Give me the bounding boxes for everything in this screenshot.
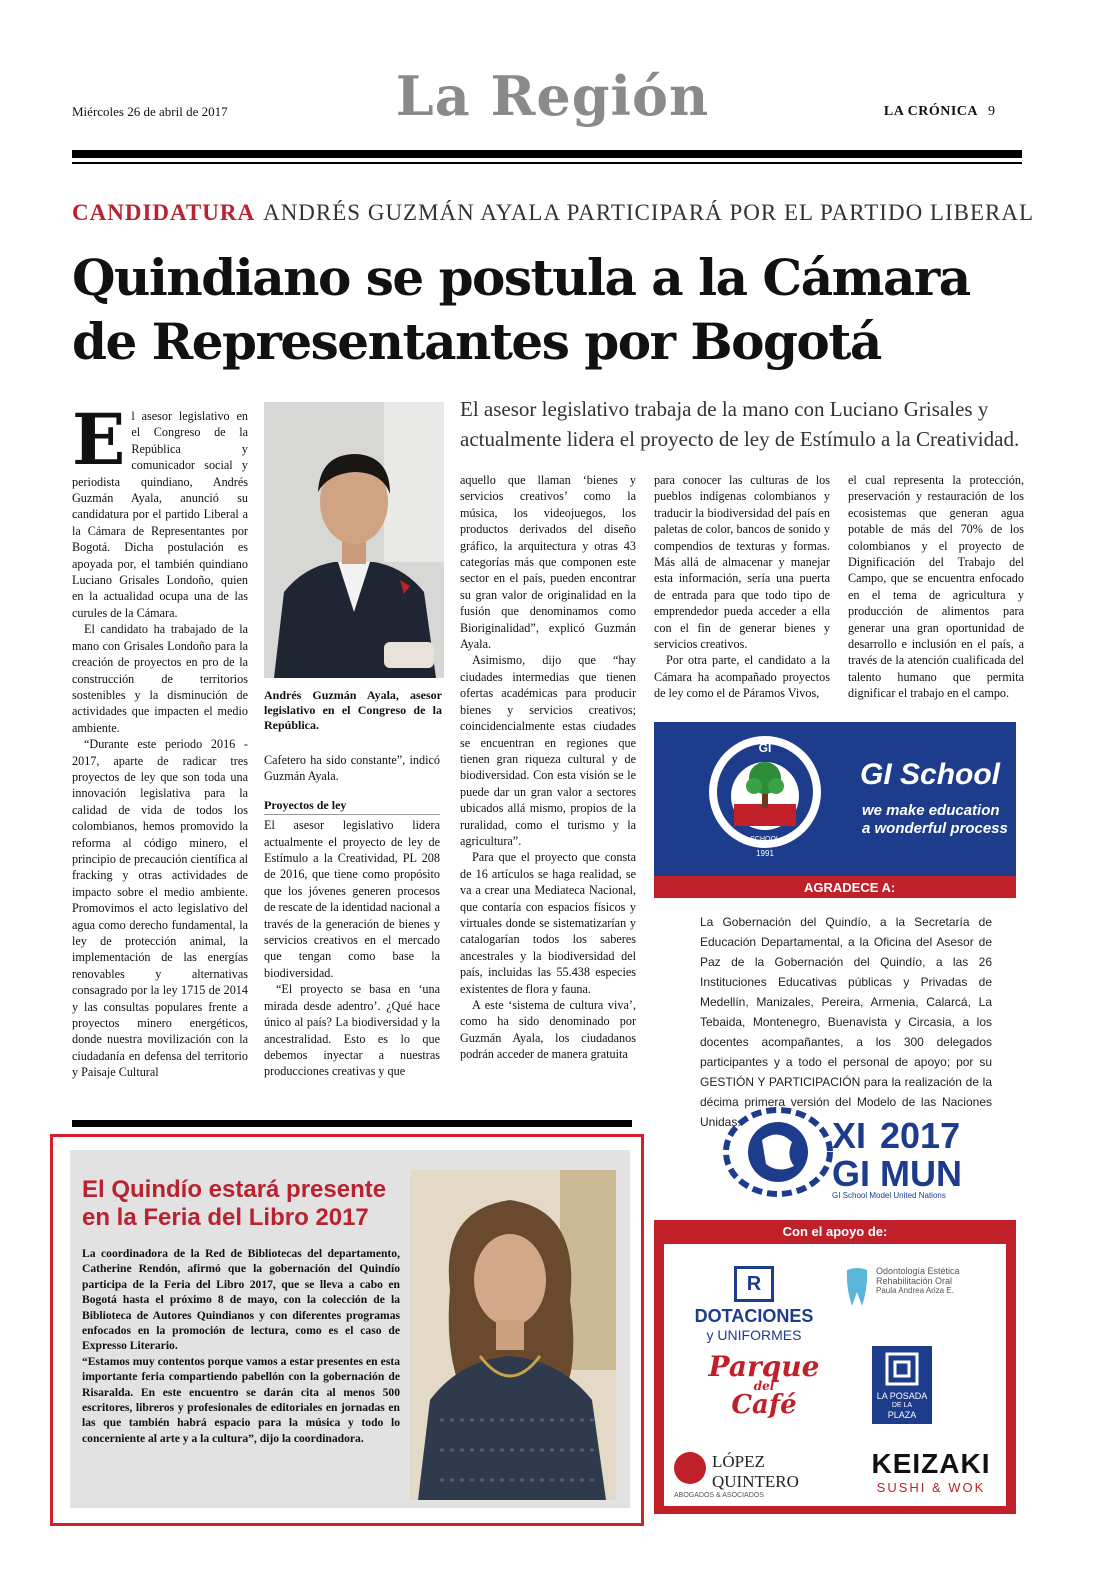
paragraph: [72, 398, 248, 621]
sponsor-parque-line1: Parque: [708, 1350, 820, 1383]
paragraph: Asimismo, dijo que “hay ciudades intermedias que tienen ofertas académicas para producir bienes y servicios creativos; coincidencialmente estas ciudades se encuentran en regiones que tienen gran riqueza cultural y de biodiversidad. Con esta visión se le puede dar un gran valor a sectores ubicados allá mismo, propios de la ruralidad, como el turismo y la agricultura”.: [460, 653, 636, 848]
header-rule-thin: [72, 162, 1022, 164]
paragraph: El asesor legislativo lidera actualmente el proyecto de ley de Estímulo a la Creatividad, PL 208 de 2016, que tiene como propósito que los jóvenes generen procesos de rescate de la identidad nacional a través de la generación de bienes y servicios creativos en el mercado que tengan como base la biodiversidad.: [264, 818, 440, 980]
sponsor-posada-line2: DE LA: [891, 1402, 913, 1409]
photo-caption: Andrés Guzmán Ayala, asesor legislativo en el Congreso de la República.: [264, 688, 442, 732]
publication-label: [884, 104, 995, 120]
sidebar-text: [82, 1246, 400, 1446]
article-kicker: [72, 200, 1034, 226]
mun-year: 2017: [880, 1115, 961, 1156]
article-deck: El asesor legislativo trabaja de la mano con Luciano Grisales y actualmente lidera el proyecto de ley de Estímulo a la Creatividad.: [460, 397, 1020, 451]
logo-letters: GI: [758, 741, 772, 755]
lq-mark-icon: [674, 1452, 706, 1484]
paragraph: Por otra parte, el candidato a la Cámara ha acompañado proyectos de ley como el de Páramos Vivos,: [654, 653, 830, 701]
article-headline: Quindiano se postula a la Cámara de Representantes por Bogotá: [72, 248, 970, 371]
sponsor-lopez-line2: ABOGADOS & ASOCIADOS: [674, 1492, 764, 1499]
sponsor-parque-line3: Café: [731, 1390, 797, 1420]
posada-icon: [885, 1352, 919, 1386]
logo-year: 1991: [756, 849, 774, 858]
paragraph: El candidato ha trabajado de la mano con Grisales Londoño para la creación de proyectos en pro de la construcción de territorios sostenibles y la disminución de actividades que impacten el medio ambiente.: [72, 622, 248, 735]
tagline-line-2: a wonderful process: [862, 820, 1008, 837]
drop-cap: E: [72, 398, 126, 481]
tooth-icon: [844, 1266, 870, 1310]
sponsor-odontologia-line3: Paula Andrea Ariza E.: [876, 1286, 954, 1295]
lead-text: l asesor legislativo en el Congreso de la República y comunicador social y periodista quindiano, Andrés Guzmán Ayala, anunció su candidatura por el partido Liberal a la Cámara de Representantes por Bogotá. Dicha postulación es apoyada por, el también quindiano Luciano Grisales Londoño, quien en la actualidad ocupa una de las curules de la Cámara.: [72, 409, 248, 620]
sponsor-odontologia: [844, 1266, 994, 1310]
portrait-illustration: [264, 402, 444, 678]
sponsor-la-posada: [872, 1346, 932, 1424]
article-column-1: [72, 398, 248, 1081]
sponsor-parque-line2: del: [753, 1379, 775, 1393]
coordinator-photo: [410, 1170, 616, 1500]
kicker-text: ANDRÉS GUZMÁN AYALA PARTICIPARÁ POR EL PARTIDO LIBERAL: [263, 200, 1035, 225]
sponsor-odontologia-line2: Rehabilitación Oral: [876, 1276, 953, 1286]
sponsor-odontologia-line1: Odontología Estética: [876, 1266, 960, 1276]
sponsors-panel: [664, 1244, 1006, 1506]
sponsor-posada-line1: LA POSADA: [876, 1391, 928, 1401]
header-rule-thick: [72, 150, 1022, 158]
mun-numeral: XI: [832, 1115, 867, 1156]
gi-school-logo: [704, 730, 826, 860]
publication-name: LA CRÓNICA: [883, 104, 978, 119]
paragraph: “Durante este periodo 2016 - 2017, aparte de radicar tres proyectos de ley que son toda una innovación legislativa para la calidad de vida de todos los colombianos, hemos promovido la reforma al código minero, el principio de precaución científica al fracking y otras actividades de impacto sobre el medio ambiente. Promovimos el acto legislativo del agua como derecho fundamental, la ley de protección animal, la implementación de las energías renovables y alternativas consagrado por la ley 1715 de 2014 y las consultas populares frente a proyectos minero energéticos, donde nuestra movilización con la ciudadanía en defensa del territorio y Paisaje Cultural: [72, 737, 248, 1080]
article-column-5: [848, 472, 1024, 702]
paragraph: La coordinadora de la Red de Bibliotecas del departamento, Catherine Rendón, afirmó que la gobernación del Quindío participa de la Feria del Libro 2017, que se lleva a cabo en Bogotá hasta el próximo 8 de mayo, con la colección de la Biblioteca de Autores Quindianos y con diferentes programas enfocados en la promoción de lectura, como es el caso de Expresso Literario.: [82, 1247, 400, 1353]
article-column-3: [460, 472, 636, 1063]
candidate-photo: [264, 402, 444, 678]
subheading: Proyectos de ley: [264, 797, 440, 815]
sponsors-box: [654, 1220, 1016, 1514]
sidebar-title: El Quindío estará presente en la Feria del Libro 2017: [82, 1176, 387, 1231]
mun-caption: GI School Model United Nations: [832, 1191, 946, 1200]
sponsor-keizaki-line2: SUSHI & WOK: [876, 1480, 986, 1495]
sponsor-dotaciones-line2: y UNIFORMES: [706, 1327, 802, 1343]
paragraph: “Estamos muy contentos porque vamos a estar presentes en esta importante feria compartiendo pabellón con la gobernación de Risaralda. En este encuentro se darán cita al menos 500 escritores, libreros y profesionales de editoriales en jornadas en las que también habrá espacio para la música y todo lo concerniente al arte y a la cultura”, dijo la coordinadora.: [82, 1354, 400, 1445]
sponsor-lopez-line1: LÓPEZ QUINTERO: [712, 1452, 799, 1491]
paragraph: el cual representa la protección, preservación y restauración de los ecosistemas que generan agua potable de más del 70% de los colombianos y el proyecto de Dignificación del Trabajo del Campo, que se encuentra enfocado en el tema de agricultura y producción de alimentos para generar una gran oportunidad de desarrollo e inclusión en el país, a través de la atención cualificada del talento humano que permita dignificar el trabajo en el campo.: [848, 473, 1024, 701]
paragraph: Cafetero ha sido constante”, indicó Guzmán Ayala.: [264, 753, 440, 784]
mun-word: MUN: [880, 1153, 962, 1194]
issue-date: Miércoles 26 de abril de 2017: [72, 104, 228, 119]
sponsor-lopez-quintero: [674, 1452, 850, 1499]
tagline-line-1: we make education: [862, 802, 1000, 819]
school-name: GI School: [860, 758, 1001, 791]
sidebar-rule: [72, 1120, 632, 1127]
sponsor-posada-line3: PLAZA: [887, 1410, 917, 1420]
portrait-illustration: [410, 1170, 616, 1500]
thanks-title: AGRADECE A:: [804, 880, 896, 895]
mun-gi: GI: [832, 1153, 871, 1194]
paragraph: A este ‘sistema de cultura viva’, como ha sido denominado por Guzmán Ayala, los ciudadanos podrán acceder de manera gratuita: [460, 998, 636, 1062]
kicker-label: CANDIDATURA: [72, 200, 256, 225]
dotaciones-mark: R: [734, 1266, 774, 1302]
sponsor-dotaciones: [684, 1266, 824, 1343]
gi-school-ad: [654, 722, 1016, 898]
paragraph: Para que el proyecto que consta de 16 artículos se haga realidad, se va a crear una Mediateca Nacional, que contaría con espacios físicos y virtuales donde se sistematizarían y catalogarían todos los saberes ancestrales y la biodiversidad del país, incluidas las 55.438 especies existentes de flora y fauna.: [460, 850, 636, 996]
article-column-2: [264, 752, 440, 1080]
sponsor-keizaki-line1: KEIZAKI: [871, 1448, 991, 1479]
sponsor-parque-del-cafe: [704, 1350, 824, 1420]
page-number: 9: [988, 104, 995, 119]
sponsor-dotaciones-line1: DOTACIONES: [694, 1306, 814, 1326]
thanks-text: La Gobernación del Quindío, a la Secretaría de Educación Departamental, a la Oficina del Asesor de Paz de la Gobernación del Quindío, a las 26 Instituciones Educativas públicas y Privadas de Medellín, Manizales, Pereira, Armenia, Calarcá, La Tebaida, Montenegro, Buenavista y Circasia, a los docentes acompañantes, a los 300 delegados participantes y a todo el personal de apoyo; por su GESTIÓN Y PARTICIPACIÓN para la realización de la décima primera versión del Modelo de las Naciones Unidas.: [700, 915, 992, 1129]
paragraph: para conocer las culturas de los pueblos indígenas colombianos y traducir la biodiversidad del país en paletas de color, bancos de sonido y compendios de texturas y formas. Más allá de almacenar y manejar esta información, sería una puerta de entrada para que todo tipo de emprendedor pueda acceder a ella con el fin de generar bienes y servicios creativos.: [654, 473, 830, 652]
sponsors-title: Con el apoyo de:: [782, 1224, 888, 1239]
section-title: La Región: [395, 64, 710, 128]
school-tagline: [862, 802, 1008, 838]
article-column-4: [654, 472, 830, 702]
paragraph: aquello que llaman ‘bienes y servicios creativos’ como la música, los videojuegos, los productos derivados del diseño gráfico, la arquitectura y otras 43 categorías más que componen este sector en el país, pueden encontrar su gran valor de originalidad en la fusión que denominamos como Bioriginalidad”, explicó Guzmán Ayala.: [460, 473, 636, 652]
gimun-logo: [720, 1104, 980, 1200]
sponsor-keizaki: [866, 1448, 996, 1495]
paragraph: “El proyecto se basa en ‘una mirada desde adentro’. ¿Qué hace único al país? La biodiversidad y la ancestralidad. Esto es lo que debemos inyectar a nuestras producciones creativas y que: [264, 982, 440, 1079]
logo-school-word: SCHOOL: [750, 836, 780, 843]
